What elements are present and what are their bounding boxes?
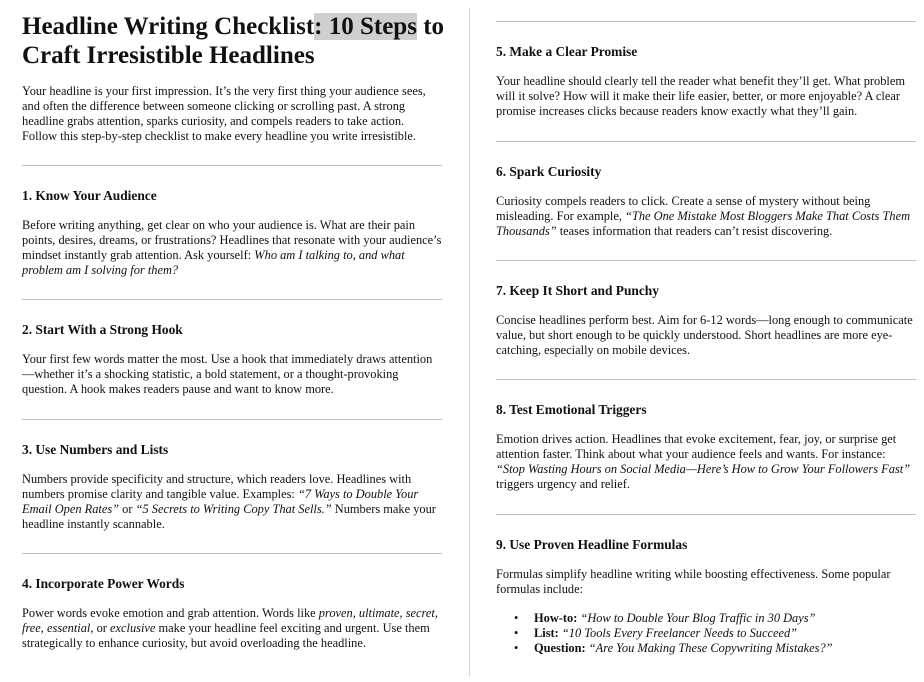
- section-heading-9: 9. Use Proven Headline Formulas: [496, 537, 688, 552]
- section-divider: [22, 165, 442, 166]
- section-heading-4: 4. Incorporate Power Words: [22, 576, 185, 591]
- section-heading-3: 3. Use Numbers and Lists: [22, 442, 169, 457]
- section-divider: [22, 299, 442, 300]
- section-heading-6: 6. Spark Curiosity: [496, 164, 602, 179]
- section-body-6: Curiosity compels readers to click. Create a sense of mystery without being misleading. For example, “The One Mistake Most Bloggers Make That Costs Them Thousands” teases information that readers can’t resist discovering.: [496, 194, 911, 238]
- list-item: • List: “10 Tools Every Freelancer Needs to Succeed”: [514, 626, 916, 641]
- formula-list: [496, 611, 916, 656]
- section-body-7: Concise headlines perform best. Aim for 6-12 words—long enough to communicate value, but short enough to be quickly understood. Short headlines are more eye-catching, especially on mobile devices.: [496, 313, 913, 357]
- title-text: Headline Writing Checklist: [22, 13, 315, 40]
- section-divider: [496, 21, 916, 22]
- section-divider: [496, 260, 916, 261]
- section-divider: [22, 553, 442, 554]
- section-divider: [496, 141, 916, 142]
- list-item: • How-to: “How to Double Your Blog Traffic in 30 Days”: [514, 611, 916, 626]
- section-heading-2: 2. Start With a Strong Hook: [22, 322, 183, 337]
- section-body-1: Before writing anything, get clear on who your audience is. What are their pain points, desires, dreams, or frustrations? Headlines that resonate with your audience’s mindset instantly grab attention. Ask yourself: Who am I talking to, and what problem am I solving for them?: [22, 218, 442, 277]
- section-divider: [22, 419, 442, 420]
- section-body-8: Emotion drives action. Headlines that evoke excitement, fear, joy, or surprise get attention faster. Think about what your audience feels and wants. For instance: “Stop Wasting Hours on Social Media—Here’s How to Grow Your Followers Fast” triggers urgency and relief.: [496, 432, 911, 491]
- section-heading-7: 7. Keep It Short and Punchy: [496, 283, 659, 298]
- page-title: [22, 12, 462, 70]
- title-highlight: : 10 Steps: [314, 13, 417, 40]
- section-body-3: Numbers provide specificity and structure, which readers love. Headlines with numbers promise clarity and tangible value. Examples: “7 Ways to Double Your Email Open Rates” or “5 Secrets to Writing Copy That Sells.” Numbers make your headline instantly scannable.: [22, 472, 436, 531]
- list-item: • Question: “Are You Making These Copywriting Mistakes?”: [514, 641, 916, 656]
- section-heading-8: 8. Test Emotional Triggers: [496, 402, 647, 417]
- title-line-2: Craft Irresistible Headlines: [22, 42, 315, 69]
- section-divider: [496, 379, 916, 380]
- section-body-9: Formulas simplify headline writing while boosting effectiveness. Some popular formulas include:: [496, 567, 891, 596]
- section-body-2: Your first few words matter the most. Use a hook that immediately draws attention—whether it’s a shocking statistic, a bold statement, or a thought-provoking question. A hook makes readers pause and want to know more.: [22, 352, 433, 396]
- section-body-4: Power words evoke emotion and grab attention. Words like proven, ultimate, secret, free, essential, or exclusive make your headline feel exciting and urgent. Use them strategically to enhance curiosity, but avoid overloading the headline.: [22, 606, 438, 650]
- intro-paragraph: Your headline is your first impression. It’s the very first thing your audience sees, and often the difference between someone clicking or scrolling past. A strong headline grabs attention, sparks curiosity, and compels readers to take action. Follow this step-by-step checklist to make every headline you write irresistible.: [22, 84, 426, 143]
- section-heading-5: 5. Make a Clear Promise: [496, 44, 638, 59]
- section-body-5: Your headline should clearly tell the reader what benefit they’ll get. What problem will it solve? How will it make their life easier, better, or more enjoyable? A clear promise increases clicks because readers know exactly what they’ll gain.: [496, 74, 905, 118]
- section-heading-1: 1. Know Your Audience: [22, 188, 157, 203]
- column-divider: [469, 8, 470, 676]
- title-text-end: to: [416, 13, 445, 40]
- section-divider: [496, 514, 916, 515]
